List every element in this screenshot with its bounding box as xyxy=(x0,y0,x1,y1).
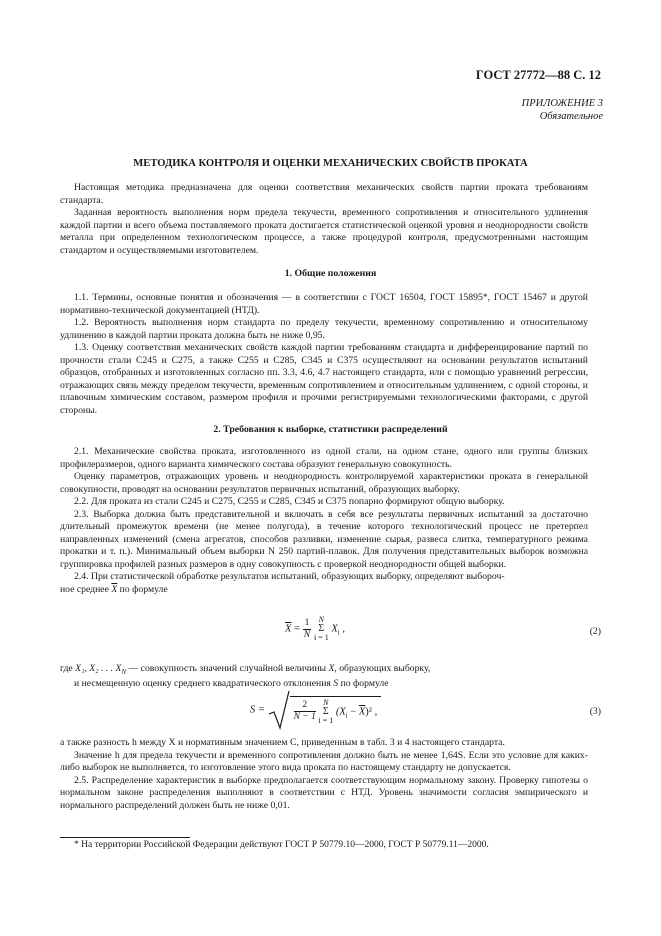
intro-paragraph: Заданная вероятность выполнения норм предела текучести, временного сопротивления и относительного удлинения каждой партии и всего объема поставляемого проката достигается статистической оценкой уровня и неоднородности свойств металла при определенном технологическом процессе, а также процедурой контроля, предусмотренными настоящим стандартом и осуществляемыми изготовителем. xyxy=(60,207,588,256)
radical-icon xyxy=(268,690,290,730)
formula-std-deviation: S = $\frac{2}{N - 1}$ N Σ i = 1 $(X_i - \overline{X})^2$ , xyxy=(250,690,381,730)
footnote: * На территории Российской Федерации действуют ГОСТ Р 50779.10—2000, ГОСТ Р 50779.11—2000. xyxy=(74,840,489,850)
section-2-text xyxy=(60,446,588,596)
footnote-divider xyxy=(60,837,190,838)
paragraph: 1.2. Вероятность выполнения норм стандарта по пределу текучести, временному сопротивлению и относительному удлинению в каждой партии проката должна быть не ниже 0,95. xyxy=(60,317,588,341)
section-1-text xyxy=(60,292,588,417)
paragraph: 2.2. Для проката из стали С245 и С275, С255 и С285, С345 и С375 попарно формируют общую выборку. xyxy=(74,496,505,507)
page-title: МЕТОДИКА КОНТРОЛЯ И ОЦЕНКИ МЕХАНИЧЕСКИХ СВОЙСТВ ПРОКАТА xyxy=(133,158,528,169)
formula-explanation: где X₁, X₂ . . . $X_N$ — совокупность значений случайной величины X, образующих выборку, и несмещенную оценку среднего квадратического отклонения S по формуле xyxy=(60,663,431,690)
intro-paragraph: Настоящая методика предназначена для оценки соответствия механических свойств партии проката требованиям стандарта. xyxy=(60,182,588,206)
sqrt-sign: $\frac{2}{N - 1}$ N Σ i = 1 $(X_i - \overline{X})^2$ , xyxy=(268,690,382,730)
section-1-title: 1. Общие положения xyxy=(284,268,377,279)
section-2-closing xyxy=(60,737,588,812)
paragraph: 2.1. Механические свойства проката, изготовленного из одной стали, на одном стане, одного или группы близких профилеразмеров, одного варианта химического состава образуют генеральную совокупность. xyxy=(60,446,588,470)
appendix-status: Обязательное xyxy=(539,111,603,122)
formula-number: (3) xyxy=(589,706,601,717)
intro-text xyxy=(60,182,588,257)
paragraph: а также разность h между X и нормативным значением С, приведенным в табл. 3 и 4 настоящего стандарта. xyxy=(60,737,505,748)
paragraph: 2.4. При статистической обработке результатов испытаний, образующих выборку, определяют выбороч- xyxy=(74,571,505,582)
paragraph: 2.5. Распределение характеристик в выборке предполагается соответствующим нормальному закону. Проверку гипотезы о нормальном законе распределения выполняют в соответствии с НТД. Уровень значимости согласия эмпирического и нормального распределений должен быть не ниже 0,01. xyxy=(60,774,588,811)
appendix-number: ПРИЛОЖЕНИЕ 3 xyxy=(521,98,603,109)
paragraph: Значение h для предела текучести и временного сопротивления должно быть не менее 1,64S. Если это условие для каких-либо выборок не выполняется, то изготовление этого вида проката по настоящему стандарту не допускается. xyxy=(60,749,588,773)
section-2-title: 2. Требования к выборке, статистики распределений xyxy=(213,424,448,435)
paragraph-continuation: ное среднее $\overline{X}$ по формуле xyxy=(60,583,168,595)
paragraph: 2.3. Выборка должна быть представительной и включать в себя все результаты первичных испытаний за достаточно длительный промежуток времени (не менее полугода), в течение которого технологический процесс не претерпел направленных изменений (смена агрегатов, способов разливки, изменение сырья, развеса слитка, температурного режима прокатки и т. п.). Минимальный объем выборки N 250 партий-плавок. Для получения представительных выборок возможна группировка профилей разных размеров в одну совокупность с проверкой неоднородности общей выборки. xyxy=(60,508,588,570)
paragraph: 1.1. Термины, основные понятия и обозначения — в соответствии с ГОСТ 16504, ГОСТ 15895*, ГОСТ 15467 и другой нормативно-технической документацией (НТД). xyxy=(60,292,588,316)
appendix-label xyxy=(522,97,603,123)
formula-number: (2) xyxy=(589,626,601,637)
document-code-header: ГОСТ 27772—88 С. 12 xyxy=(475,68,601,82)
paragraph: Оценку параметров, отражающих уровень и неоднородность контролируемой характеристики проката в генеральной совокупности, проводят на основании результатов первичных испытаний, образующих выборку. xyxy=(60,471,588,495)
paragraph: 1.3. Оценку соответствия механических свойств каждой партии требованиям стандарта и дифференцирование партий по прочности стали С245 и С275, а также С255 и С285, С345 и С375 осуществляют на основании результатов испытаний образцов, отобранных и изготовленных согласно пп. 3.3, 4.6, 4.7 настоящего стандарта, или с помощью уравнений регрессии, отражающих связь между пределом текучести, временным сопротивлением и относительным удлинением, с одной стороны, и плавочным химическим составом, размером профиля и прочими регистрируемыми технологическими факторами, с другой стороны. xyxy=(60,342,588,416)
formula-mean: $\overline{X}$ = $\frac{1}{N}$ N Σ i = 1 $X_i$ , xyxy=(285,615,345,642)
